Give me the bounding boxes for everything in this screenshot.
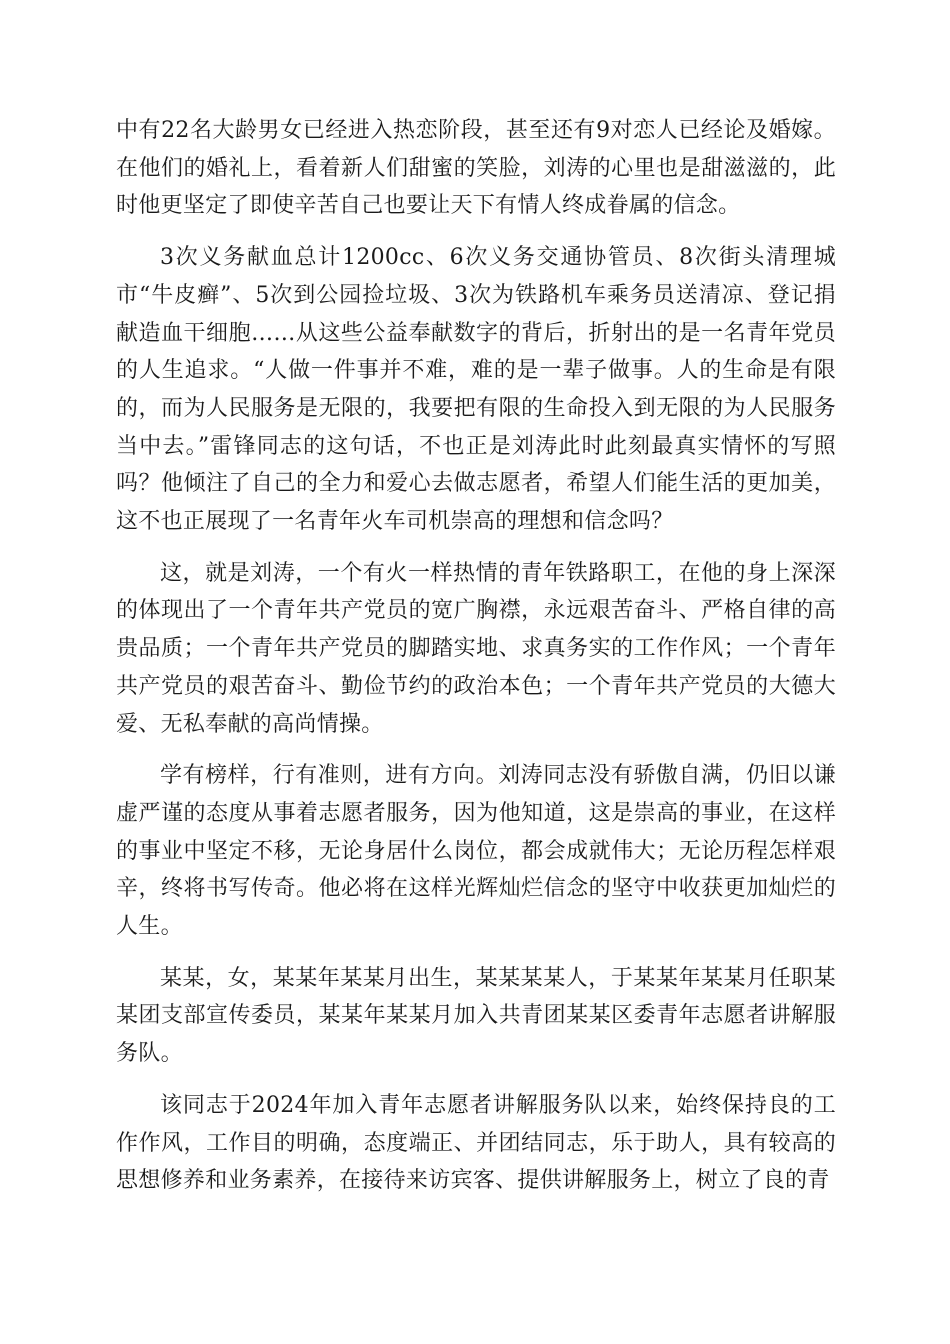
paragraph-volunteer-record: 3次义务献血总计1200cc、6次义务交通协管员、8次街头清理城市“牛皮癣”、5次到公园捡垃圾、3次为铁路机车乘务员送清凉、登记捐献造血干细胞……从这些公益奉献数字的背后，折射出的是一名青年党员的人生追求。“人做一件事并不难，难的是一辈子做事。人的生命是有限的，而为人民服务是无限的，我要把有限的生命投入到无限的为人民服务当中去。”雷锋同志的这句话，不也正是刘涛此时此刻最真实情怀的写照吗？他倾注了自己的全力和爱心去做志愿者，希望人们能生活的更加美，这不也正展现了一名青年火车司机崇高的理想和信念吗？ bbox=[116, 245, 836, 535]
paragraph-service-record: 该同志于2024年加入青年志愿者讲解服务队以来，始终保持良的工作作风，工作目的明确，态度端正、并团结同志，乐于助人，具有较高的思想修养和业务素养，在接待来访宾客、提供讲解服务上，树立了良的青 bbox=[116, 1092, 836, 1194]
paragraph-role-model: 学有榜样，行有准则，进有方向。刘涛同志没有骄傲自满，仍旧以谦虚严谨的态度从事着志愿者服务，因为他知道，这是崇高的事业，在这样的事业中坚定不移，无论身居什么岗位，都会成就伟大；无论历程怎样艰辛，终将书写传奇。他必将在这样光辉灿烂信念的坚守中收获更加灿烂的人生。 bbox=[116, 763, 836, 940]
paragraph-continuation: 中有22名大龄男女已经进入热恋阶段，甚至还有9对恋人已经论及婚嫁。在他们的婚礼上，看着新人们甜蜜的笑脸，刘涛的心里也是甜滋滋的，此时他更坚定了即使辛苦自己也要让天下有情人终成眷属的信念。 bbox=[116, 118, 836, 219]
document-body bbox=[116, 112, 836, 1214]
paragraph-profile: 某某，女，某某年某某月出生，某某某某人，于某某年某某月任职某某团支部宣传委员，某某年某某月加入共青团某某区委青年志愿者讲解服务队。 bbox=[116, 965, 836, 1067]
paragraph-character-summary: 这，就是刘涛，一个有火一样热情的青年铁路职工，在他的身上深深的体现出了一个青年共产党员的宽广胸襟，永远艰苦奋斗、严格自律的高贵品质；一个青年共产党员的脚踏实地、求真务实的工作作风；一个青年共产党员的艰苦奋斗、勤俭节约的政治本色；一个青年共产党员的大德大爱、无私奉献的高尚情操。 bbox=[116, 560, 836, 737]
